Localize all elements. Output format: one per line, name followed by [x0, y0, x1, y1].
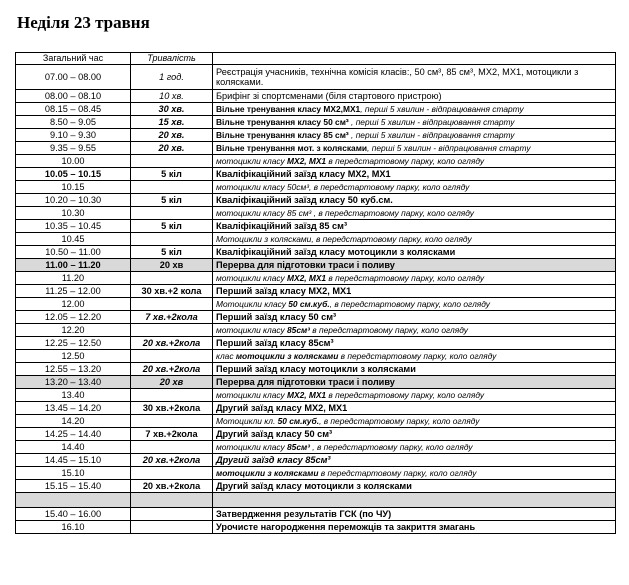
row-duration [131, 155, 213, 168]
row-duration [131, 207, 213, 220]
row-description-bold: Вільне тренування класу МХ2,МХ1 [216, 103, 361, 114]
row-description: Кваліфікаційний заїзд класу МХ2, МХ1 [213, 168, 616, 181]
row-description [213, 129, 616, 142]
row-time: 12.20 [16, 324, 131, 337]
table-row [16, 90, 616, 103]
row-description-part: в передстартовому парку, коло огляду [338, 350, 497, 361]
table-row [16, 508, 616, 521]
row-description-bold: мотоцикли з колясками [235, 350, 339, 361]
row-time: 10.05 – 10.15 [16, 168, 131, 181]
row-description-bold: МХ2, МХ1 [287, 272, 327, 283]
table-row [16, 168, 616, 181]
row-time: 15.40 – 16.00 [16, 508, 131, 521]
row-description [213, 103, 616, 116]
row-description [213, 272, 616, 285]
row-description: Перерва для підготовки траси і поливу [213, 259, 616, 272]
row-time: 10.15 [16, 181, 131, 194]
row-time: 13.20 – 13.40 [16, 376, 131, 389]
row-time: 13.45 – 14.20 [16, 402, 131, 415]
table-row [16, 454, 616, 467]
row-description-bold: 85см³ [287, 324, 310, 335]
table-row [16, 298, 616, 311]
row-duration: 30 хв. [131, 103, 213, 116]
row-time: 07.00 – 08.00 [16, 65, 131, 90]
row-description: Затвердження результатів ГСК (по ЧУ) [213, 508, 616, 521]
table-row-break [16, 376, 616, 389]
table-row-separator [16, 493, 616, 508]
row-description: Перший заїзд класу 85см³ [213, 337, 616, 350]
row-description-bold: 50 см.куб. [277, 415, 320, 426]
row-duration: 20 хв.+2кола [131, 480, 213, 493]
row-duration [131, 272, 213, 285]
header-total-time: Загальний час [16, 53, 131, 65]
row-description [213, 415, 616, 428]
row-duration: 15 хв. [131, 116, 213, 129]
separator-cell [213, 493, 616, 508]
table-row [16, 220, 616, 233]
row-description: Перший заїзд класу 50 см³ [213, 311, 616, 324]
row-description: Реєстрація учасників, технічна комісія класів:, 50 см³, 85 см³, МХ2, МХ1, мотоцикли з колясками. [213, 65, 616, 90]
row-duration: 20 хв.+2кола [131, 363, 213, 376]
row-time: 15.15 – 15.40 [16, 480, 131, 493]
row-description-bold: МХ2, МХ1 [287, 155, 327, 166]
row-time: 11.00 – 11.20 [16, 259, 131, 272]
row-time: 14.45 – 15.10 [16, 454, 131, 467]
table-row [16, 428, 616, 441]
table-row [16, 389, 616, 402]
row-duration: 30 хв.+2 кола [131, 285, 213, 298]
row-description-part: , в передстартовому парку, коло огляду [329, 298, 490, 309]
row-description: Кваліфікаційний заїзд 85 см³ [213, 220, 616, 233]
row-time: 10.45 [16, 233, 131, 246]
row-time: 10.50 – 11.00 [16, 246, 131, 259]
table-row [16, 480, 616, 493]
row-duration: 7 хв.+2кола [131, 311, 213, 324]
row-description-italic: , перші 5 хвилин - відпрацювання старту [348, 116, 515, 127]
table-row [16, 129, 616, 142]
header-duration: Тривалість [131, 53, 213, 65]
table-row [16, 337, 616, 350]
row-time: 9.10 – 9.30 [16, 129, 131, 142]
row-description-bold: мотоцикли з колясками [216, 467, 319, 478]
table-row [16, 441, 616, 454]
row-description-part: Мотоцикли кл. [216, 415, 278, 426]
row-duration [131, 181, 213, 194]
row-duration: 5 кіл [131, 194, 213, 207]
row-description: Другий заїзд класу МХ2, МХ1 [213, 402, 616, 415]
row-description-part: клас [216, 350, 236, 361]
row-duration [131, 521, 213, 534]
row-time: 12.05 – 12.20 [16, 311, 131, 324]
row-time: 16.10 [16, 521, 131, 534]
row-description-bold: МХ2, МХ1 [287, 389, 327, 400]
row-description: Перерва для підготовки траси і поливу [213, 376, 616, 389]
row-description-part: мотоцикли класу [216, 324, 287, 335]
table-row [16, 246, 616, 259]
table-row [16, 116, 616, 129]
table-row [16, 402, 616, 415]
row-description-part: Мотоцикли класу [216, 298, 289, 309]
table-row [16, 207, 616, 220]
table-row [16, 467, 616, 480]
table-row [16, 103, 616, 116]
table-header-row [16, 53, 616, 65]
row-description-part: мотоцикли класу [216, 389, 287, 400]
row-description [213, 441, 616, 454]
row-description: Кваліфікаційний заїзд класу 50 куб.см. [213, 194, 616, 207]
row-duration [131, 415, 213, 428]
row-time: 11.25 – 12.00 [16, 285, 131, 298]
row-time: 12.55 – 13.20 [16, 363, 131, 376]
row-time: 12.50 [16, 350, 131, 363]
row-duration: 30 хв.+2кола [131, 402, 213, 415]
row-description-bold: Вільне тренування класу 50 см³ [216, 116, 349, 127]
table-row [16, 155, 616, 168]
table-row [16, 415, 616, 428]
row-description-part: мотоцикли класу [216, 155, 287, 166]
header-description [213, 53, 616, 65]
table-row [16, 65, 616, 90]
row-time: 12.25 – 12.50 [16, 337, 131, 350]
row-description-part: мотоцикли класу [216, 441, 287, 452]
row-duration [131, 233, 213, 246]
row-description-part: мотоцикли класу [216, 272, 287, 283]
row-description: Другий заїзд класу 85см³ [213, 454, 616, 467]
row-description [213, 324, 616, 337]
row-time: 08.15 – 08.45 [16, 103, 131, 116]
row-time: 14.25 – 14.40 [16, 428, 131, 441]
row-description-part: , в передстартовому парку, коло огляду [309, 441, 473, 452]
row-description: Перший заїзд класу МХ2, МХ1 [213, 285, 616, 298]
row-description-part: в передстартовому парку, коло огляду [318, 467, 477, 478]
row-description [213, 467, 616, 480]
row-time: 9.35 – 9.55 [16, 142, 131, 155]
row-duration: 20 хв [131, 376, 213, 389]
row-duration [131, 298, 213, 311]
table-row [16, 194, 616, 207]
row-description-italic: , перші 5 хвилин - відпрацювання старту [360, 103, 524, 114]
row-description [213, 350, 616, 363]
row-duration [131, 389, 213, 402]
table-row [16, 350, 616, 363]
row-time: 14.20 [16, 415, 131, 428]
row-description [213, 142, 616, 155]
separator-cell [131, 493, 213, 508]
table-row [16, 521, 616, 534]
row-duration: 20 хв. [131, 142, 213, 155]
row-description-part: в передстартовому парку, коло огляду [326, 155, 485, 166]
row-description-italic: , перші 5 хвилин - відпрацювання старту [348, 129, 515, 140]
row-description [213, 155, 616, 168]
schedule-table [15, 52, 616, 534]
row-duration [131, 467, 213, 480]
row-description [213, 298, 616, 311]
row-duration [131, 441, 213, 454]
row-description: Перший заїзд класу мотоцикли з колясками [213, 363, 616, 376]
row-description-bold: 50 см.куб. [288, 298, 330, 309]
row-description: Другий заїзд класу мотоцикли з колясками [213, 480, 616, 493]
row-description-part: в передстартовому парку, коло огляду [309, 324, 468, 335]
row-description-italic: , перші 5 хвилин - відпрацювання старту [367, 142, 531, 153]
row-time: 8.50 – 9.05 [16, 116, 131, 129]
separator-cell [16, 493, 131, 508]
row-description-part: в передстартовому парку, коло огляду [326, 389, 485, 400]
page-title: Неділя 23 травня [17, 13, 150, 32]
table-row [16, 272, 616, 285]
row-duration: 20 хв.+2кола [131, 454, 213, 467]
row-time: 12.00 [16, 298, 131, 311]
row-duration: 20 хв [131, 259, 213, 272]
row-description: Брифінг зі спортсменами (біля стартового пристрою) [213, 90, 616, 103]
row-time: 13.40 [16, 389, 131, 402]
row-description-part: в передстартовому парку, коло огляду [326, 272, 485, 283]
row-description: Другий заїзд класу 50 см³ [213, 428, 616, 441]
table-row [16, 311, 616, 324]
row-description: мотоцикли класу 50см³, в передстартовому парку, коло огляду [213, 181, 616, 194]
row-duration: 5 кіл [131, 220, 213, 233]
table-row [16, 181, 616, 194]
row-description-bold: Вільне тренування класу 85 см³ [216, 129, 349, 140]
table-row [16, 285, 616, 298]
table-row [16, 142, 616, 155]
row-duration: 20 хв.+2кола [131, 337, 213, 350]
table-row [16, 363, 616, 376]
row-time: 14.40 [16, 441, 131, 454]
table-row-break [16, 259, 616, 272]
row-time: 10.20 – 10.30 [16, 194, 131, 207]
row-duration: 20 хв. [131, 129, 213, 142]
row-time: 11.20 [16, 272, 131, 285]
row-duration: 5 кіл [131, 246, 213, 259]
row-time: 08.00 – 08.10 [16, 90, 131, 103]
row-duration [131, 324, 213, 337]
row-description-bold: 85см³ [287, 441, 310, 452]
row-description-bold: Вільне тренування мот. з колясками [216, 142, 368, 153]
row-description [213, 389, 616, 402]
row-time: 10.00 [16, 155, 131, 168]
row-duration: 10 хв. [131, 90, 213, 103]
row-description: мотоцикли класу 85 см³ , в передстартовому парку, коло огляду [213, 207, 616, 220]
row-description-part: , в передстартовому парку, коло огляду [319, 415, 480, 426]
row-description: Урочисте нагородження переможців та закриття змагань [213, 521, 616, 534]
row-duration [131, 508, 213, 521]
row-description [213, 116, 616, 129]
row-time: 15.10 [16, 467, 131, 480]
row-duration: 1 год. [131, 65, 213, 90]
row-time: 10.30 [16, 207, 131, 220]
row-description: Кваліфікаційний заїзд класу мотоцикли з колясками [213, 246, 616, 259]
row-duration: 7 хв.+2кола [131, 428, 213, 441]
row-duration [131, 350, 213, 363]
row-duration: 5 кіл [131, 168, 213, 181]
row-time: 10.35 – 10.45 [16, 220, 131, 233]
row-description: Мотоцикли з колясками, в передстартовому парку, коло огляду [213, 233, 616, 246]
table-row [16, 233, 616, 246]
table-row [16, 324, 616, 337]
